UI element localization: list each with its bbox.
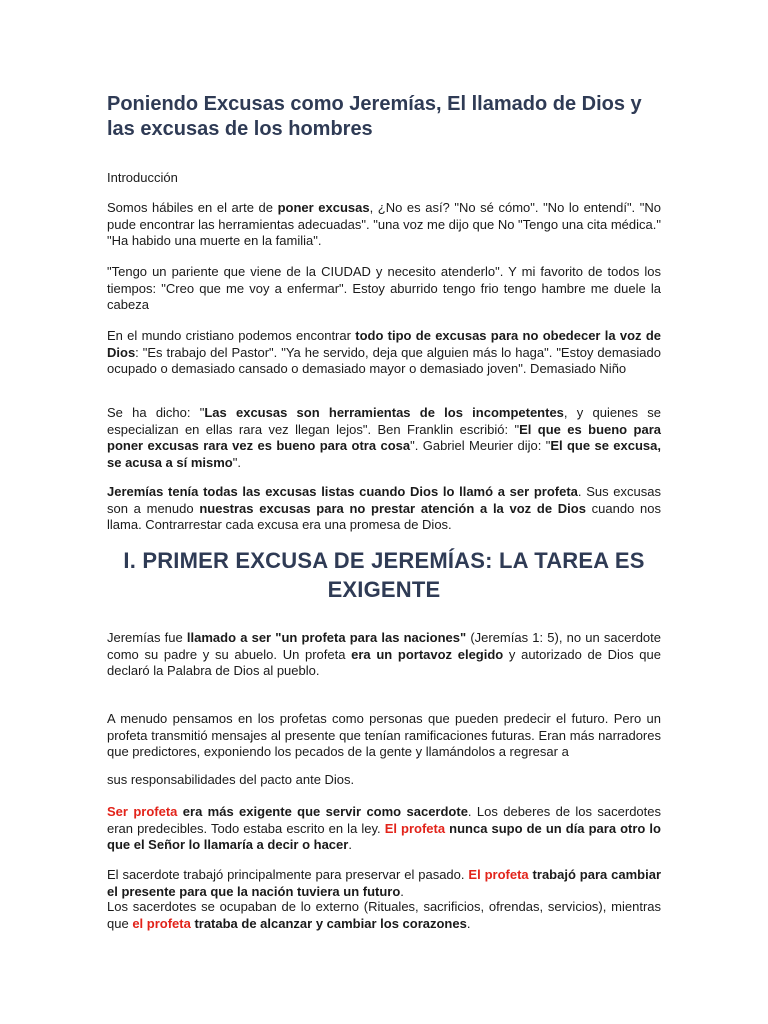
text-run: (Jeremías 1: 5), no un sacerdote como su padre y su abuelo. Un profeta	[107, 630, 661, 662]
text-run: cuando nos llama. Contrarrestar cada excusa era una promesa de Dios.	[107, 500, 661, 533]
text-run: : "Es trabajo del Pastor". "Ya he servido, deja que alguien más lo haga". "Estoy demasiado ocupado o demasiado cansado o demasiado mayor o demasiado joven". Demasiado Niño	[107, 344, 661, 377]
section-heading: I. PRIMER EXCUSA DE JEREMÍAS: LA TAREA ES EXIGENTE	[123, 548, 645, 602]
highlight-run: Ser profeta	[107, 804, 178, 819]
paragraph-3	[107, 328, 661, 378]
text-run: ". Gabriel Meurier dijo: "	[410, 438, 551, 454]
text-run: y autorizado de Dios que declaró la Palabra de Dios al pueblo.	[107, 646, 661, 679]
text-run: En el mundo cristiano podemos encontrar	[107, 328, 356, 343]
text-run: , y quienes se especializan en ellas rara vez llegan lejos". Ben Franklin escribió: "	[107, 405, 661, 437]
bold-run: El que es bueno para poner excusas rara vez es bueno para otra cosa	[107, 421, 661, 454]
bold-run: El que se excusa, se acusa a sí mismo	[107, 438, 662, 471]
bold-run: trabajó para cambiar el presente para que la nación tuviera un futuro	[107, 867, 661, 899]
text-run: Jeremías fue	[107, 630, 187, 645]
highlight-run: El profeta	[384, 820, 446, 836]
highlight-run: El profeta	[468, 867, 529, 882]
bold-run: trataba de alcanzar y cambiar los corazones	[190, 915, 467, 931]
paragraph-10	[107, 867, 661, 900]
highlight-run: el profeta	[132, 915, 191, 931]
bold-run: Jeremías tenía todas las excusas listas cuando Dios lo llamó a ser profeta	[107, 484, 578, 499]
paragraph-2: "Tengo un pariente que viene de la CIUDAD y necesito atenderlo". Y mi favorito de todos los tiempos: "Creo que me voy a enfermar". Estoy aburrido tengo frio tengo hambre me duele la cabeza	[107, 264, 661, 313]
text-run: El sacerdote trabajó principalmente para preservar el pasado.	[107, 867, 469, 882]
paragraph-11	[107, 899, 661, 932]
text-run: , ¿No es así? "No sé cómo". "No lo entendí". "No pude encontrar las herramientas adecuadas". "una voz me dijo que No "Tengo una cita médica." "Ha habido una muerte en la familia".	[107, 200, 661, 249]
bold-run: todo tipo de excusas para no obedecer la voz de Dios	[107, 328, 661, 360]
text-run: .	[400, 883, 404, 899]
text-run: Somos hábiles en el arte de	[107, 200, 278, 215]
paragraph-5	[107, 484, 661, 534]
bold-run: poner excusas	[277, 200, 370, 215]
document-title: Poniendo Excusas como Jeremías, El llamado de Dios y las excusas de los hombres	[107, 93, 642, 140]
paragraph-1	[107, 200, 661, 250]
bold-run: era un portavoz elegido	[351, 646, 504, 662]
paragraph-4	[107, 405, 661, 472]
bold-run: llamado a ser "un profeta para las naciones"	[186, 630, 467, 645]
text-run: . Los deberes de los sacerdotes eran predecibles. Todo estaba escrito en la ley.	[107, 804, 662, 836]
text-run: Se ha dicho: "	[107, 405, 205, 420]
bold-run: nunca supo de un día para otro lo que el Señor lo llamaría a decir o hacer	[107, 820, 661, 853]
bold-run: era más exigente que servir como sacerdote	[177, 804, 468, 819]
text-run: .	[348, 837, 352, 853]
text-run: . Sus excusas son a menudo	[107, 484, 661, 516]
bold-run: nuestras excusas para no prestar atención a la voz de Dios	[199, 500, 586, 516]
intro-label: Introducción	[107, 170, 178, 185]
text-run: Los sacerdotes se ocupaban de lo externo (Rituales, sacrificios, ofrendas, servicios), mientras que	[107, 899, 661, 931]
text-run: ".	[232, 455, 241, 471]
paragraph-6	[107, 630, 661, 680]
paragraph-9	[107, 804, 661, 854]
bold-run: Las excusas son herramientas de los incompetentes	[204, 405, 564, 420]
paragraph-7: A menudo pensamos en los profetas como personas que pueden predecir el futuro. Pero un profeta transmitió mensajes al presente que tenían ramificaciones futuras. Eran más narradores que predictores, exponiendo los pecados de la gente y llamándolos a regresar a	[107, 711, 661, 760]
paragraph-8: sus responsabilidades del pacto ante Dios.	[107, 772, 355, 787]
text-run: .	[466, 915, 471, 931]
